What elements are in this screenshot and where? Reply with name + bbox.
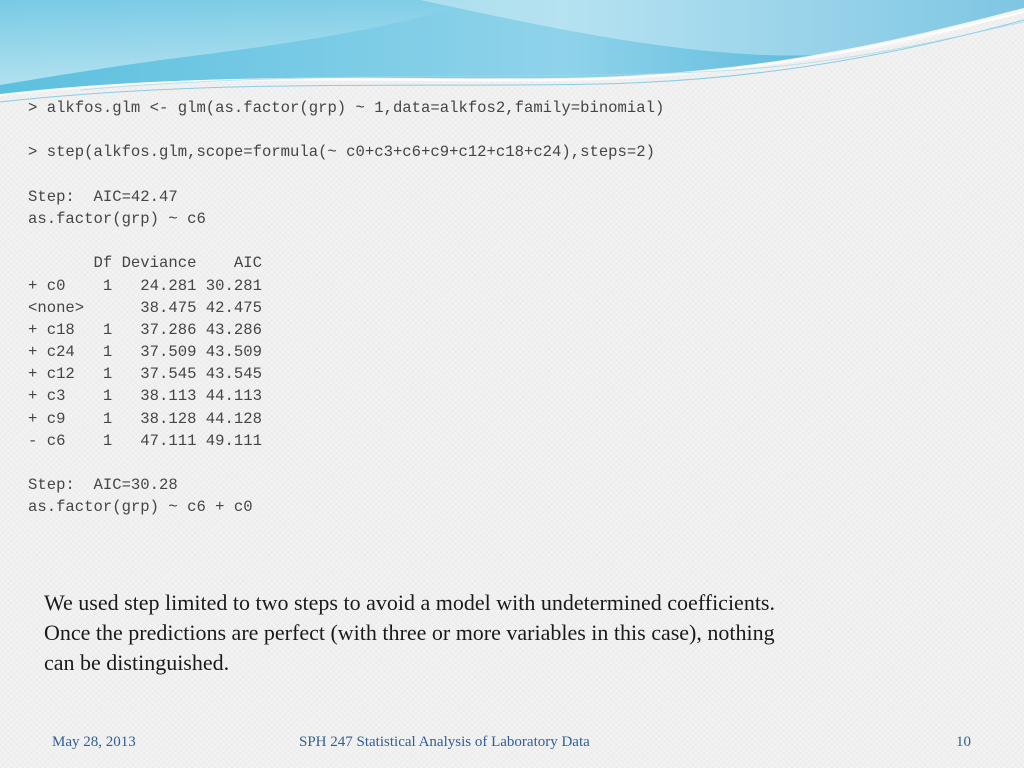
code-line: + c12 1 37.545 43.545 xyxy=(28,365,262,384)
code-line xyxy=(28,119,988,141)
code-line: + c3 1 38.113 44.113 xyxy=(28,387,262,406)
code-line: as.factor(grp) ~ c6 + c0 xyxy=(28,498,253,517)
code-line: > alkfos.glm <- glm(as.factor(grp) ~ 1,data=alkfos2,family=binomial) xyxy=(28,99,665,117)
code-line: + c0 1 24.281 30.281 xyxy=(28,276,262,295)
code-line xyxy=(28,164,988,186)
r-console-output xyxy=(28,97,988,519)
code-line: Step: AIC=42.47 xyxy=(28,187,178,206)
code-line xyxy=(28,230,988,252)
code-line: as.factor(grp) ~ c6 xyxy=(28,209,206,228)
footer-title: SPH 247 Statistical Analysis of Laboratory Data xyxy=(299,734,590,750)
code-line: > step(alkfos.glm,scope=formula(~ c0+c3+c6+c9+c12+c18+c24),steps=2) xyxy=(28,143,655,162)
code-line: Df Deviance AIC xyxy=(28,254,262,273)
code-line: + c24 1 37.509 43.509 xyxy=(28,343,262,362)
footer-date: May 28, 2013 xyxy=(52,734,136,750)
code-line: + c18 1 37.286 43.286 xyxy=(28,320,262,339)
explanation-text xyxy=(44,588,944,678)
code-line: Step: AIC=30.28 xyxy=(28,476,178,495)
code-line: + c9 1 38.128 44.128 xyxy=(28,409,262,428)
explanation-line: can be distinguished. xyxy=(44,650,230,675)
page-number: 10 xyxy=(956,734,971,750)
code-line xyxy=(28,452,988,474)
code-line: <none> 38.475 42.475 xyxy=(28,298,262,317)
header-wave-decoration xyxy=(0,0,1024,110)
explanation-line: Once the predictions are perfect (with three or more variables in this case), nothing xyxy=(44,620,775,645)
explanation-line: We used step limited to two steps to avoid a model with undetermined coefficients. xyxy=(44,590,775,615)
code-line: - c6 1 47.111 49.111 xyxy=(28,431,262,450)
